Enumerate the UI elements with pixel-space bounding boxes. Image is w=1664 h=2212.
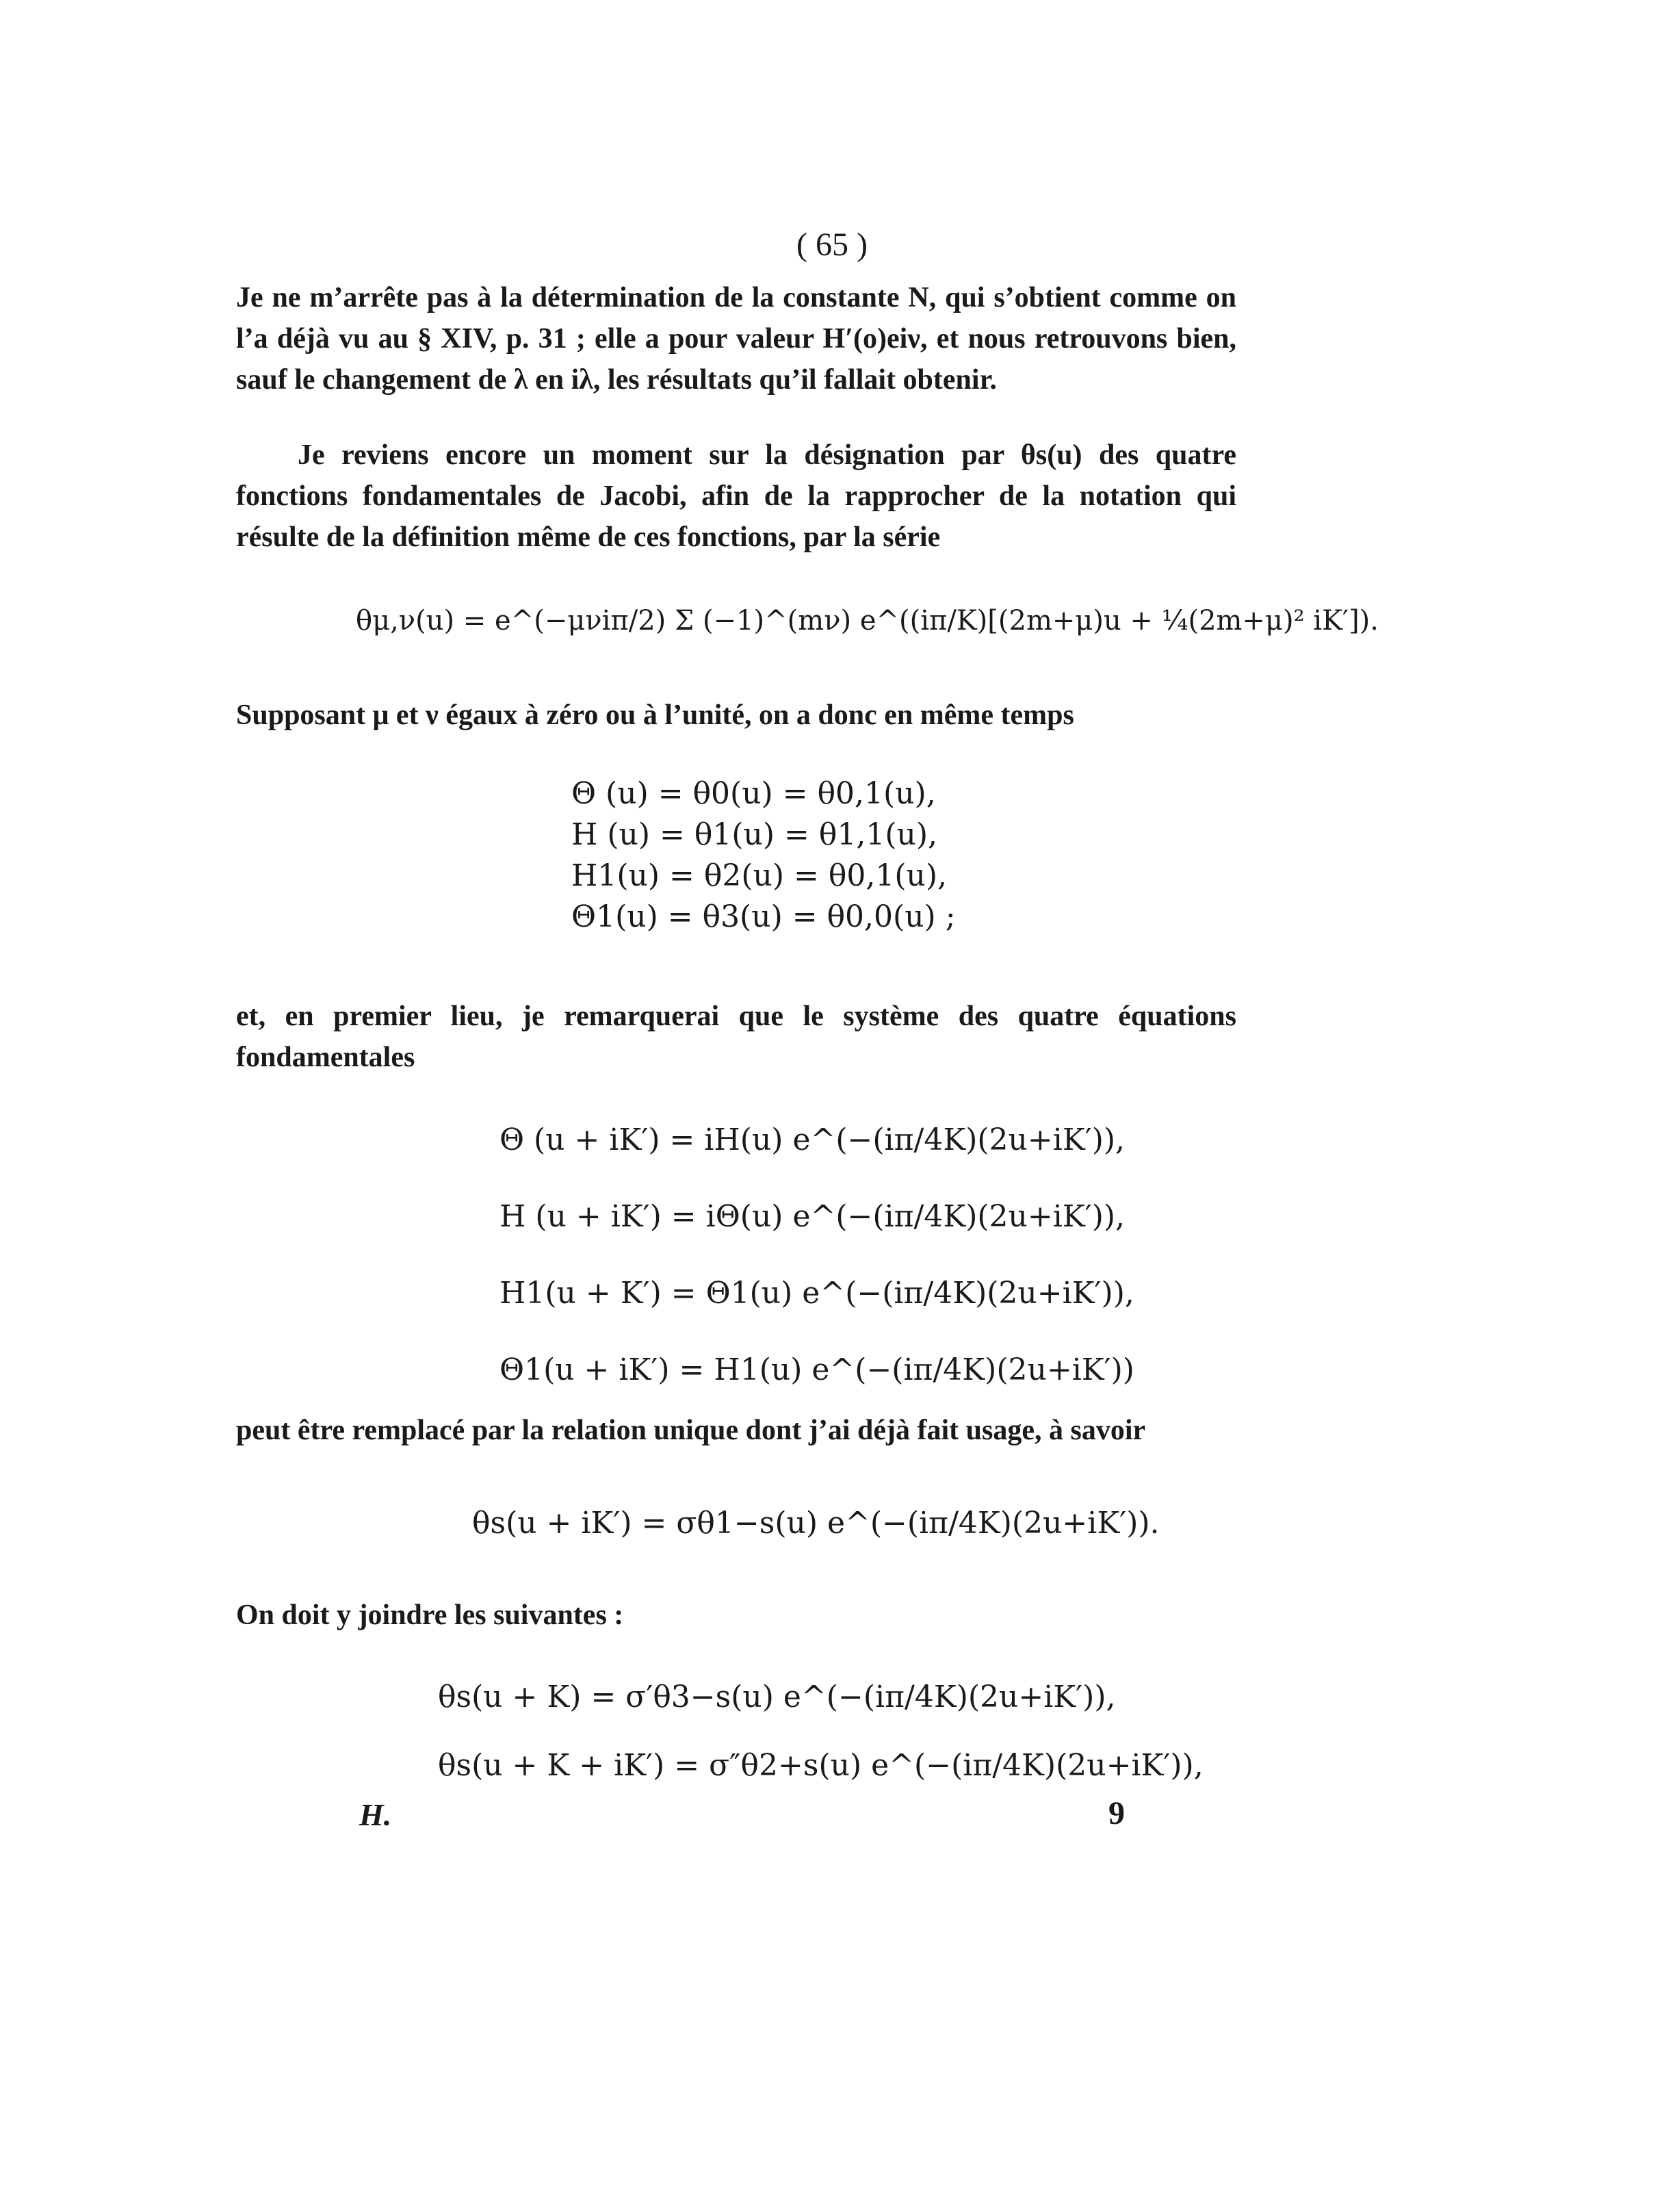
identities-block xyxy=(571,773,956,938)
identity-3: H1(u) = θ2(u) = θ0,1(u), xyxy=(571,858,947,893)
paragraph-1: Je ne m’arrête pas à la détermination de la constante N, qui s’obtient comme on l’a déjà vu au § XIV, p. 31 ; elle a pour valeur H′(o)eiν, et nous retrouvons bien, sauf le changement de λ en iλ, les résultats qu’il fallait obtenir. xyxy=(236,282,1236,396)
following-eq-2: θs(u + K + iK′) = σ″θ2+s(u) e^(−(iπ/4K)(2u+iK′)), xyxy=(438,1748,1204,1783)
folio-number: 9 xyxy=(1108,1795,1125,1831)
fundamental-eq-4: Θ1(u + iK′) = H1(u) e^(−(iπ/4K)(2u+iK′)) xyxy=(499,1352,1134,1387)
identity-2: H (u) = θ1(u) = θ1,1(u), xyxy=(571,817,937,852)
paragraph-3: Supposant μ et ν égaux à zéro ou à l’unité, on a donc en même temps xyxy=(236,699,1074,731)
identity-4: Θ1(u) = θ3(u) = θ0,0(u) ; xyxy=(571,899,956,934)
fundamental-equations xyxy=(499,1102,1134,1409)
unique-relation xyxy=(472,1506,1160,1541)
fundamental-eq-2: H (u + iK′) = iΘ(u) e^(−(iπ/4K)(2u+iK′)), xyxy=(499,1199,1126,1234)
paragraph-6: On doit y joindre les suivantes : xyxy=(236,1599,624,1631)
page-number: ( 65 ) xyxy=(796,227,868,263)
paragraph-2: Je reviens encore un moment sur la désignation par θs(u) des quatre fonctions fondamentales de Jacobi, afin de la rapprocher de la notation qui résulte de la définition même de ces fonctions, par la série xyxy=(236,439,1236,553)
fundamental-eq-3: H1(u + K′) = Θ1(u) e^(−(iπ/4K)(2u+iK′)), xyxy=(499,1276,1134,1311)
unique-relation-text: θs(u + iK′) = σθ1−s(u) e^(−(iπ/4K)(2u+iK′)). xyxy=(472,1506,1160,1541)
series-equation xyxy=(356,602,1379,637)
paragraph-5: peut être remplacé par la relation unique dont j’ai déjà fait usage, à savoir xyxy=(236,1415,1146,1446)
series-equation-text: θμ,ν(u) = e^(−μνiπ/2) Σ (−1)^(mν) e^((iπ/K)[(2m+μ)u + ¼(2m+μ)² iK′]). xyxy=(356,605,1379,636)
following-equations xyxy=(438,1663,1204,1800)
identity-1: Θ (u) = θ0(u) = θ0,1(u), xyxy=(571,776,936,811)
following-eq-1: θs(u + K) = σ′θ3−s(u) e^(−(iπ/4K)(2u+iK′)), xyxy=(438,1680,1116,1714)
signature-mark: H. xyxy=(359,1797,392,1832)
fundamental-eq-1: Θ (u + iK′) = iH(u) e^(−(iπ/4K)(2u+iK′)), xyxy=(499,1122,1126,1157)
paragraph-4: et, en premier lieu, je remarquerai que le système des quatre équations fondamentales xyxy=(236,1001,1236,1073)
